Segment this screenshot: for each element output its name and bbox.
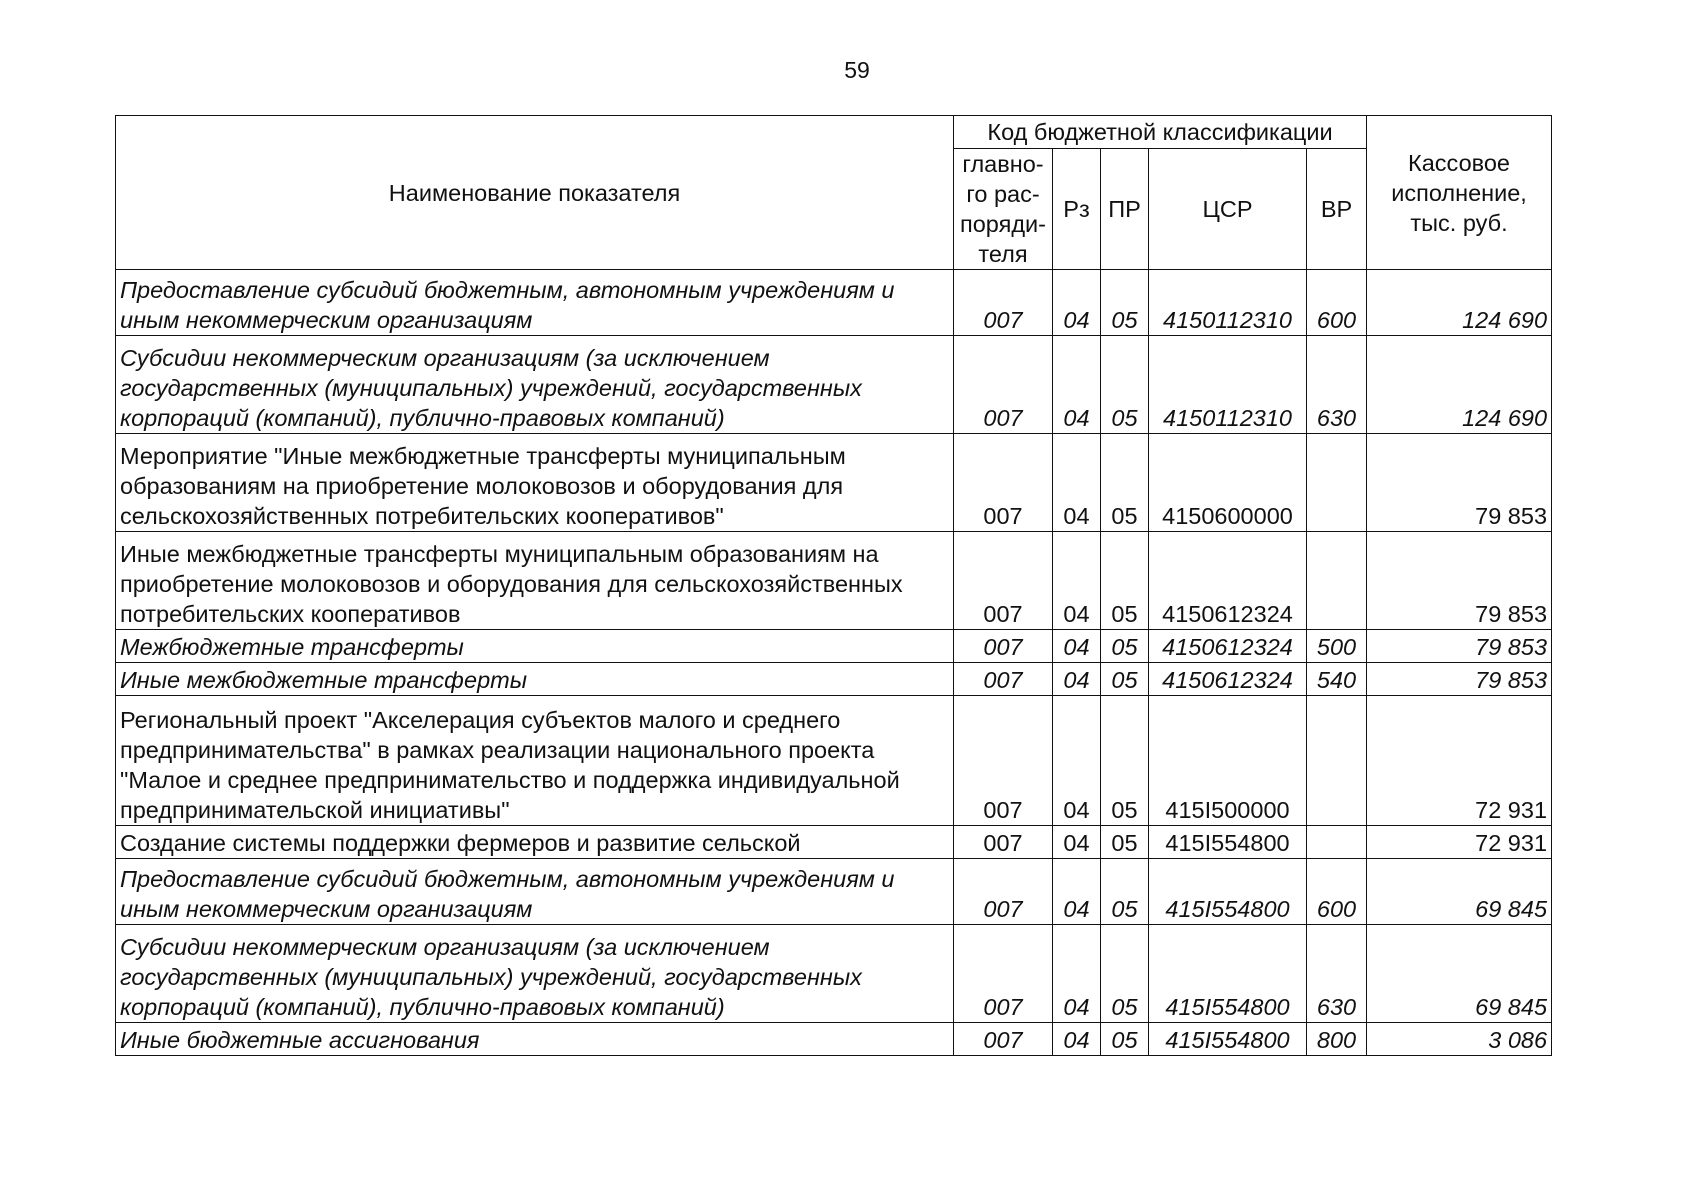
table-row <box>116 696 1552 826</box>
row-rz: 04 <box>1053 270 1101 336</box>
row-pr: 05 <box>1101 434 1149 532</box>
row-vr <box>1307 532 1367 630</box>
row-amount: 72 931 <box>1367 696 1552 826</box>
header-pr: ПР <box>1101 149 1149 270</box>
header-name: Наименование показателя <box>116 116 954 270</box>
row-csr: 4150612324 <box>1149 532 1307 630</box>
row-csr: 4150112310 <box>1149 270 1307 336</box>
row-rz: 04 <box>1053 434 1101 532</box>
row-name: Предоставление субсидий бюджетным, автономным учреждениям и иным некоммерческим организациям <box>116 270 954 336</box>
row-pr: 05 <box>1101 859 1149 925</box>
budget-table <box>115 115 1552 1056</box>
row-amount: 79 853 <box>1367 532 1552 630</box>
table-row <box>116 663 1552 696</box>
row-rz: 04 <box>1053 696 1101 826</box>
row-csr: 4150112310 <box>1149 336 1307 434</box>
row-grbs: 007 <box>954 663 1053 696</box>
table-row <box>116 630 1552 663</box>
header-budget-code-group: Код бюджетной классификации <box>954 116 1367 149</box>
row-name: Иные межбюджетные трансферты <box>116 663 954 696</box>
row-grbs: 007 <box>954 696 1053 826</box>
row-rz: 04 <box>1053 532 1101 630</box>
row-pr: 05 <box>1101 630 1149 663</box>
table-row <box>116 434 1552 532</box>
table-row <box>116 532 1552 630</box>
table-row <box>116 826 1552 859</box>
header-grbs: главно- го рас- поряди- теля <box>954 149 1053 270</box>
row-amount: 79 853 <box>1367 630 1552 663</box>
row-amount: 3 086 <box>1367 1023 1552 1056</box>
row-grbs: 007 <box>954 434 1053 532</box>
row-vr: 600 <box>1307 859 1367 925</box>
row-name: Субсидии некоммерческим организациям (за исключением государственных (муниципальных) учреждений, государственных корпораций (компаний), публично-правовых компаний) <box>116 336 954 434</box>
row-pr: 05 <box>1101 696 1149 826</box>
row-csr: 415I554800 <box>1149 826 1307 859</box>
row-csr: 415I554800 <box>1149 925 1307 1023</box>
row-rz: 04 <box>1053 826 1101 859</box>
row-vr: 800 <box>1307 1023 1367 1056</box>
row-amount: 79 853 <box>1367 663 1552 696</box>
table-row <box>116 1023 1552 1056</box>
table-body <box>116 270 1552 1056</box>
row-amount: 69 845 <box>1367 859 1552 925</box>
table-row <box>116 859 1552 925</box>
row-name: Мероприятие "Иные межбюджетные трансферты муниципальным образованиям на приобретение молоковозов и оборудования для сельскохозяйственных потребительских кооперативов" <box>116 434 954 532</box>
row-grbs: 007 <box>954 532 1053 630</box>
table-row <box>116 336 1552 434</box>
row-rz: 04 <box>1053 630 1101 663</box>
page-number: 59 <box>844 57 870 83</box>
row-pr: 05 <box>1101 826 1149 859</box>
row-grbs: 007 <box>954 270 1053 336</box>
row-csr: 415I554800 <box>1149 1023 1307 1056</box>
row-amount: 72 931 <box>1367 826 1552 859</box>
row-pr: 05 <box>1101 270 1149 336</box>
row-grbs: 007 <box>954 1023 1053 1056</box>
row-vr: 630 <box>1307 925 1367 1023</box>
row-vr <box>1307 826 1367 859</box>
row-name: Иные межбюджетные трансферты муниципальным образованиям на приобретение молоковозов и оборудования для сельскохозяйственных потребительских кооперативов <box>116 532 954 630</box>
row-name: Региональный проект "Акселерация субъектов малого и среднего предпринимательства" в рамках реализации национального проекта "Малое и среднее предпринимательство и поддержка индивидуальной предпринимательской инициативы" <box>116 696 954 826</box>
row-rz: 04 <box>1053 925 1101 1023</box>
row-pr: 05 <box>1101 336 1149 434</box>
row-amount: 124 690 <box>1367 270 1552 336</box>
row-name: Создание системы поддержки фермеров и развитие сельской <box>116 826 954 859</box>
row-csr: 415I554800 <box>1149 859 1307 925</box>
header-vr: ВР <box>1307 149 1367 270</box>
row-pr: 05 <box>1101 925 1149 1023</box>
row-rz: 04 <box>1053 859 1101 925</box>
row-csr: 4150612324 <box>1149 630 1307 663</box>
row-csr: 4150612324 <box>1149 663 1307 696</box>
table-row <box>116 925 1552 1023</box>
row-grbs: 007 <box>954 826 1053 859</box>
row-grbs: 007 <box>954 859 1053 925</box>
row-vr: 600 <box>1307 270 1367 336</box>
row-rz: 04 <box>1053 663 1101 696</box>
header-rz: Рз <box>1053 149 1101 270</box>
header-csr: ЦСР <box>1149 149 1307 270</box>
row-amount: 79 853 <box>1367 434 1552 532</box>
row-grbs: 007 <box>954 336 1053 434</box>
table-row <box>116 270 1552 336</box>
row-vr <box>1307 696 1367 826</box>
table-header <box>116 116 1552 270</box>
row-name: Субсидии некоммерческим организациям (за исключением государственных (муниципальных) учреждений, государственных корпораций (компаний), публично-правовых компаний) <box>116 925 954 1023</box>
row-pr: 05 <box>1101 663 1149 696</box>
row-rz: 04 <box>1053 1023 1101 1056</box>
row-vr: 500 <box>1307 630 1367 663</box>
row-pr: 05 <box>1101 532 1149 630</box>
row-amount: 124 690 <box>1367 336 1552 434</box>
row-name: Межбюджетные трансферты <box>116 630 954 663</box>
row-csr: 415I500000 <box>1149 696 1307 826</box>
row-name: Иные бюджетные ассигнования <box>116 1023 954 1056</box>
row-pr: 05 <box>1101 1023 1149 1056</box>
row-csr: 4150600000 <box>1149 434 1307 532</box>
row-name: Предоставление субсидий бюджетным, автономным учреждениям и иным некоммерческим организациям <box>116 859 954 925</box>
row-vr: 540 <box>1307 663 1367 696</box>
row-vr <box>1307 434 1367 532</box>
row-grbs: 007 <box>954 630 1053 663</box>
row-vr: 630 <box>1307 336 1367 434</box>
header-amount: Кассовое исполнение, тыс. руб. <box>1367 116 1552 270</box>
row-grbs: 007 <box>954 925 1053 1023</box>
row-amount: 69 845 <box>1367 925 1552 1023</box>
row-rz: 04 <box>1053 336 1101 434</box>
